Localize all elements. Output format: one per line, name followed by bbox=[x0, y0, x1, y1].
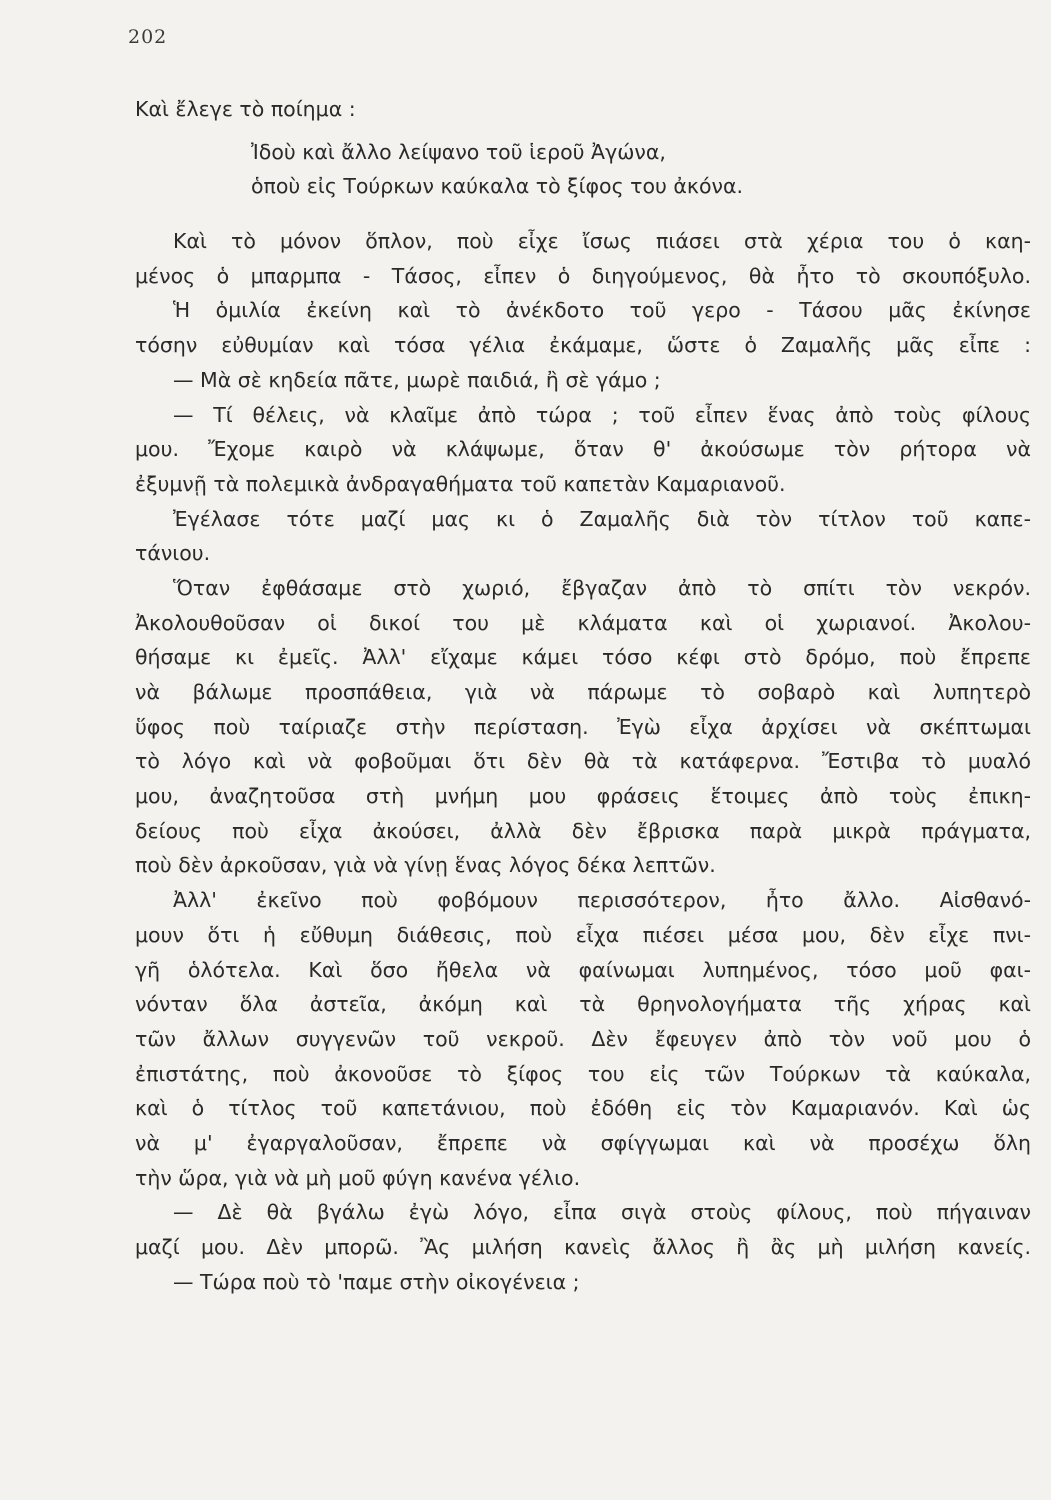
text-line: Ἐγέλασε τότε μαζί μας κι ὁ Ζαμαλῆς διὰ τὸν τίτλον τοῦ καπε- bbox=[173, 506, 1031, 531]
text-line: τὸ λόγο καὶ νὰ φοβοῦμαι ὅτι δὲν θὰ τὰ κατάφερνα. Ἔστιβα τὸ μυαλό bbox=[135, 749, 1031, 774]
text-line: τάνιου. bbox=[135, 541, 211, 566]
text-line: θήσαμε κι ἐμεῖς. Ἀλλ' εἴχαμε κάμει τόσο κέφι στὸ δρόμο, ποὺ ἔπρεπε bbox=[135, 645, 1031, 670]
text-line: νὰ βάλωμε προσπάθεια, γιὰ νὰ πάρωμε τὸ σοβαρὸ καὶ λυπητερὸ bbox=[135, 680, 1031, 704]
text-line: ἐπιστάτης, ποὺ ἀκονοῦσε τὸ ξίφος του εἰς τῶν Τούρκων τὰ καύκαλα, bbox=[135, 1061, 1031, 1086]
text-line: γῆ ὁλότελα. Καὶ ὅσο ἤθελα νὰ φαίνωμαι λυπημένος, τόσο μοῦ φαι- bbox=[135, 957, 1031, 982]
text-line: — Μὰ σὲ κηδεία πᾶτε, μωρὲ παιδιά, ἢ σὲ γάμο ; bbox=[173, 367, 661, 392]
text-line: Ὅταν ἐφθάσαμε στὸ χωριό, ἔβγαζαν ἀπὸ τὸ σπίτι τὸν νεκρόν. bbox=[173, 575, 1031, 600]
text-line: ἐξυμνῇ τὰ πολεμικὰ ἀνδραγαθήματα τοῦ καπετὰν Καμαριανοῦ. bbox=[135, 471, 786, 496]
text-line: νὰ μ' ἐγαργαλοῦσαν, ἔπρεπε νὰ σφίγγωμαι καὶ νὰ προσέχω ὅλη bbox=[135, 1130, 1031, 1155]
text-line: τὴν ὥρα, γιὰ νὰ μὴ μοῦ φύγη κανένα γέλιο. bbox=[135, 1165, 581, 1190]
text-line: Καὶ ἔλεγε τὸ ποίημα : bbox=[135, 97, 356, 121]
text-line: ποὺ δὲν ἀρκοῦσαν, γιὰ νὰ γίνῃ ἕνας λόγος δέκα λεπτῶν. bbox=[135, 853, 716, 878]
text-line: Ἀλλ' ἐκεῖνο ποὺ φοβόμουν περισσότερον, ἦτο ἄλλο. Αἰσθανό- bbox=[173, 888, 1031, 913]
text-line: — Τί θέλεις, νὰ κλαῖμε ἀπὸ τώρα ; τοῦ εἶπεν ἕνας ἀπὸ τοὺς φίλους bbox=[173, 402, 1031, 427]
text-line: τόσην εὐθυμίαν καὶ τόσα γέλια ἐκάμαμε, ὥστε ὁ Ζαμαλῆς μᾶς εἶπε : bbox=[135, 333, 1031, 358]
text-line: μένος ὁ μπαρμπα - Τάσος, εἶπεν ὁ διηγούμενος, θὰ ἦτο τὸ σκουπόξυλο. bbox=[135, 263, 1031, 288]
page-number: 202 bbox=[128, 26, 168, 48]
text-line: νόνταν ὅλα ἀστεῖα, ἀκόμη καὶ τὰ θρηνολογήματα τῆς χήρας καὶ bbox=[135, 992, 1031, 1017]
text-line: Ἡ ὁμιλία ἐκείνη καὶ τὸ ἀνέκδοτο τοῦ γερο - Τάσου μᾶς ἐκίνησε bbox=[173, 298, 1031, 323]
text-line: Ἀκολουθοῦσαν οἱ δικοί του μὲ κλάματα καὶ οἱ χωριανοί. Ἀκολου- bbox=[135, 610, 1031, 635]
text-line: μαζί μου. Δὲν μπορῶ. Ἂς μιλήση κανεὶς ἄλλος ἢ ἂς μὴ μιλήση κανείς. bbox=[135, 1235, 1031, 1259]
verse-line: ὁποὺ εἰς Τούρκων καύκαλα τὸ ξίφος του ἀκόνα. bbox=[251, 174, 743, 199]
verse-line: Ἰδοὺ καὶ ἄλλο λείψανο τοῦ ἱεροῦ Ἀγώνα, bbox=[251, 139, 666, 164]
text-line: ὕφος ποὺ ταίριαζε στὴν περίσταση. Ἐγὼ εἶχα ἀρχίσει νὰ σκέπτωμαι bbox=[135, 714, 1031, 739]
text-line: — Τώρα ποὺ τὸ 'παμε στὴν οἰκογένεια ; bbox=[173, 1269, 580, 1294]
body-text bbox=[135, 92, 1031, 1299]
text-line: καὶ ὁ τίτλος τοῦ καπετάνιου, ποὺ ἐδόθη εἰς τὸν Καμαριανόν. Καὶ ὡς bbox=[135, 1096, 1031, 1121]
text-line: μουν ὅτι ἡ εὔθυμη διάθεσις, ποὺ εἶχα πιέσει μέσα μου, δὲν εἶχε πνι- bbox=[135, 922, 1031, 947]
text-line: δείους ποὺ εἶχα ἀκούσει, ἀλλὰ δὲν ἔβρισκα παρὰ μικρὰ πράγματα, bbox=[135, 818, 1031, 843]
text-line: — Δὲ θὰ βγάλω ἐγὼ λόγο, εἶπα σιγὰ στοὺς φίλους, ποὺ πήγαιναν bbox=[173, 1200, 1031, 1225]
text-line: Καὶ τὸ μόνον ὅπλον, ποὺ εἶχε ἴσως πιάσει στὰ χέρια του ὁ καη- bbox=[173, 229, 1031, 254]
text-line: μου, ἀναζητοῦσα στὴ μνήμη μου φράσεις ἕτοιμες ἀπὸ τοὺς ἐπικη- bbox=[135, 784, 1031, 809]
text-line: τῶν ἄλλων συγγενῶν τοῦ νεκροῦ. Δὲν ἔφευγεν ἀπὸ τὸν νοῦ μου ὁ bbox=[135, 1026, 1031, 1051]
spacer bbox=[135, 127, 1031, 135]
spacer bbox=[135, 204, 1031, 224]
text-line: μου. Ἔχομε καιρὸ νὰ κλάψωμε, ὅταν θ' ἀκούσωμε τὸν ρήτορα νὰ bbox=[135, 437, 1031, 462]
